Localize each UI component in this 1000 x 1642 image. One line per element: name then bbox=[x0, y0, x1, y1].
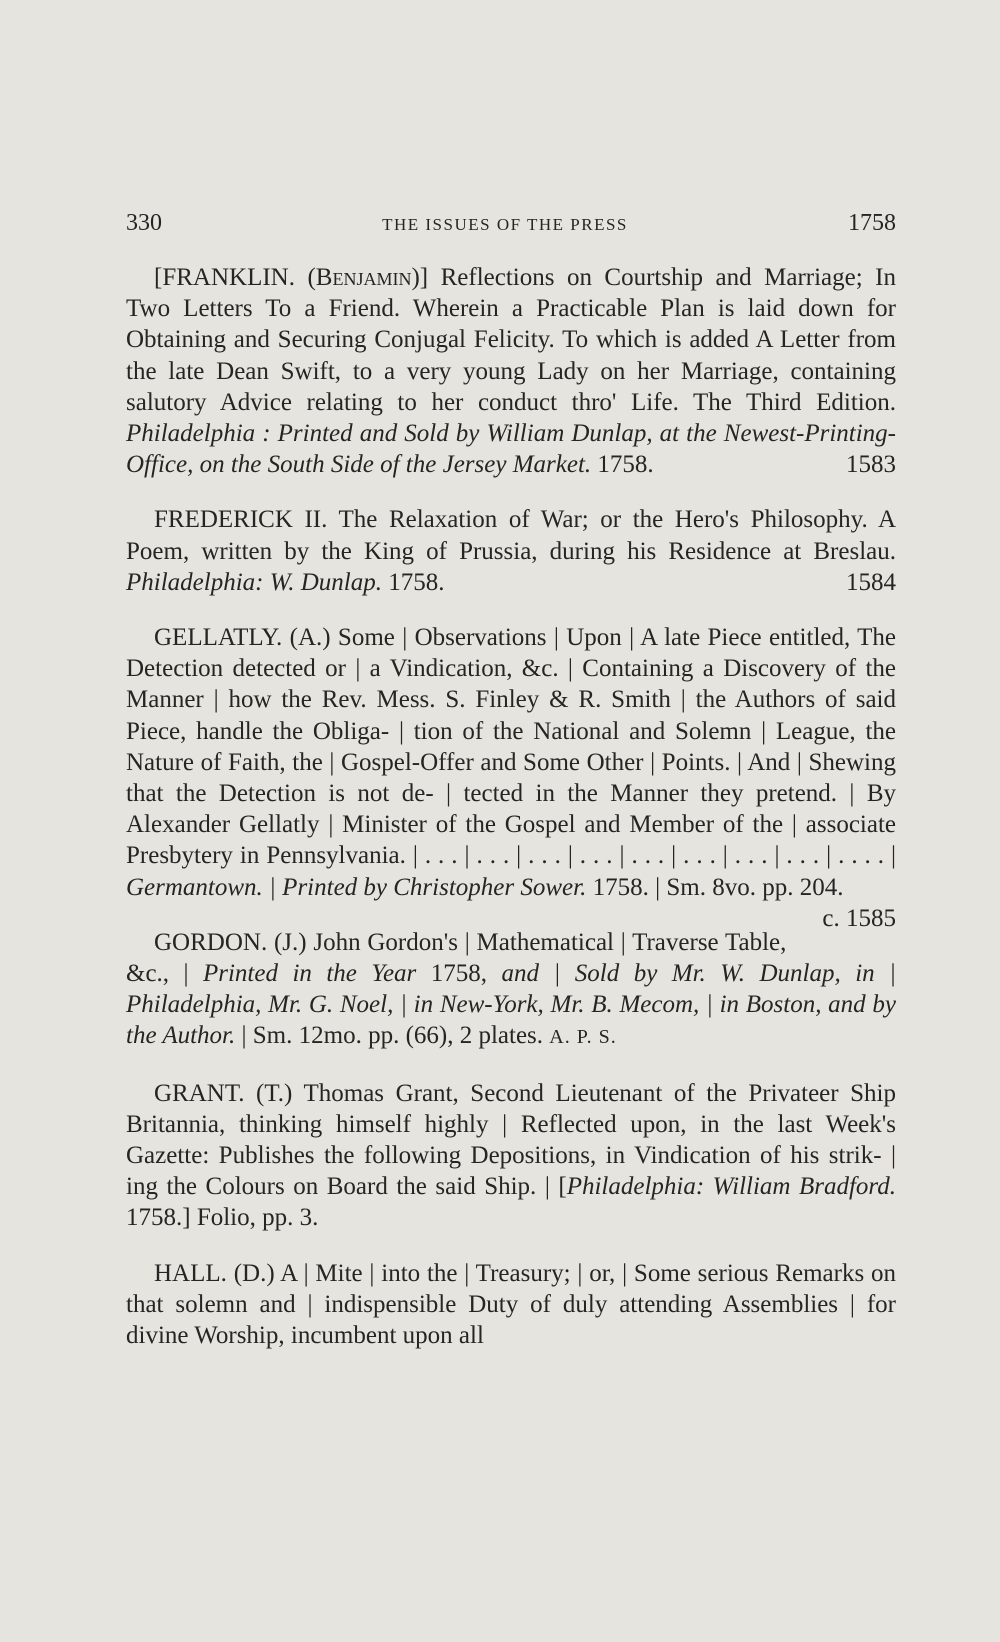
location-code: A. P. S. bbox=[549, 1026, 617, 1049]
imprint: Philadelphia: William Bradford. bbox=[566, 1173, 896, 1201]
entry-text: GORDON. (J.) John Gordon's | Mathematical | Traverse Table, &c., | Printed in the Year 1758, and | Sold by Mr. W. Dunlap, in | Philadelphia, Mr. G. Noel, | in New-York, Mr. B. Mecom, | in Boston, and by the Author. | Sm. 12mo. pp. (66), 2 plates. A. P. S. bbox=[126, 928, 897, 1050]
entry-text: GELLATLY. (A.) Some | Observations | Upon | A late Piece entitled, The Detection detected or | a Vindication, &c. | Containing a Discovery of the Manner | how the Rev. Mess. S. Finley & R. Smith | the Authors of said Piece, handle the Obliga- | tion of the National and Solemn | League, the Nature of Faith, the | Gospel-Offer and Some Other | Points. | And | Shewing that the Detection is not de- | tected in the Manner they pretend. | By Alexander Gellatly | Minister of the Gospel and Member of the | associate Presbytery in Pennsylvania. | . . . | . . . | . . . | . . . | . . . | . . . | . . . | . . . | . . . . | Germantown. | Printed by Christopher Sower. 1758. | Sm. 8vo. pp. 204. c. 1585 bbox=[126, 622, 896, 903]
author-given-name: Benjamin bbox=[315, 264, 412, 291]
entry-number: 1584 bbox=[846, 568, 896, 596]
page-number: 330 bbox=[126, 210, 162, 236]
running-header bbox=[126, 210, 896, 246]
entry-number: c. 1585 bbox=[822, 904, 896, 932]
entry-number: 1583 bbox=[846, 451, 896, 479]
entry-text: HALL. (D.) A | Mite | into the | Treasury; | or, | Some serious Remarks on that solemn and | indispensible Duty of duly attending Assemblies | for divine Worship, incumbent upon all bbox=[126, 1259, 896, 1350]
entry-hall bbox=[126, 1258, 896, 1352]
entry-text: FREDERICK II. The Relaxation of War; or the Hero's Philosophy. A Poem, written by the King of Prussia, during his Residence at Breslau. Philadelphia: W. Dunlap. 1758. 1584 bbox=[126, 504, 896, 598]
header-year: 1758 bbox=[847, 210, 896, 236]
entries-text bbox=[126, 262, 896, 1375]
imprint: Philadelphia : Printed and Sold by William Dunlap, at the Newest-Printing-Office, on the South Side of the Jersey Market. bbox=[126, 420, 896, 479]
entry-gordon bbox=[126, 927, 896, 1054]
imprint: Printed in the Year bbox=[202, 960, 417, 988]
running-title: THE ISSUES OF THE PRESS bbox=[382, 215, 628, 234]
entry-1585 bbox=[126, 622, 896, 932]
imprint: Philadelphia: W. Dunlap. bbox=[126, 568, 383, 596]
imprint: Germantown. | Printed by Christopher Sower. bbox=[126, 873, 587, 901]
entry-text: GRANT. (T.) Thomas Grant, Second Lieutenant of the Privateer Ship Britannia, thinking himself highly | Reflected upon, in the last Week's Gazette: Publishes the following Depositions, in Vindication of his strik- | ing the Colours on Board the said Ship. | [Philadelphia: William Bradford. 1758.] Folio, pp. 3. bbox=[126, 1079, 896, 1232]
entry-text: [FRANKLIN. (Benjamin)] Reflections on Courtship and Marriage; In Two Letters To a Friend. Wherein a Practicable Plan is laid down for Obtaining and Securing Conjugal Felicity. To which is added A Letter from the late Dean Swift, to a very young Lady on her Marriage, containing salutory Advice relating to her conduct thro' Life. The Third Edition. Philadelphia : Printed and Sold by William Dunlap, at the Newest-Printing-Office, on the South Side of the Jersey Market. 1758. 1583 bbox=[126, 262, 896, 480]
entry-grant bbox=[126, 1078, 896, 1234]
entry-1584 bbox=[126, 504, 896, 598]
entry-1583 bbox=[126, 262, 896, 480]
imprint-continued: and | Sold by Mr. W. Dunlap, in | Philadelphia, Mr. G. Noel, | in New-York, Mr. B. Mecom, | in Boston, and by the Author. bbox=[126, 960, 897, 1050]
